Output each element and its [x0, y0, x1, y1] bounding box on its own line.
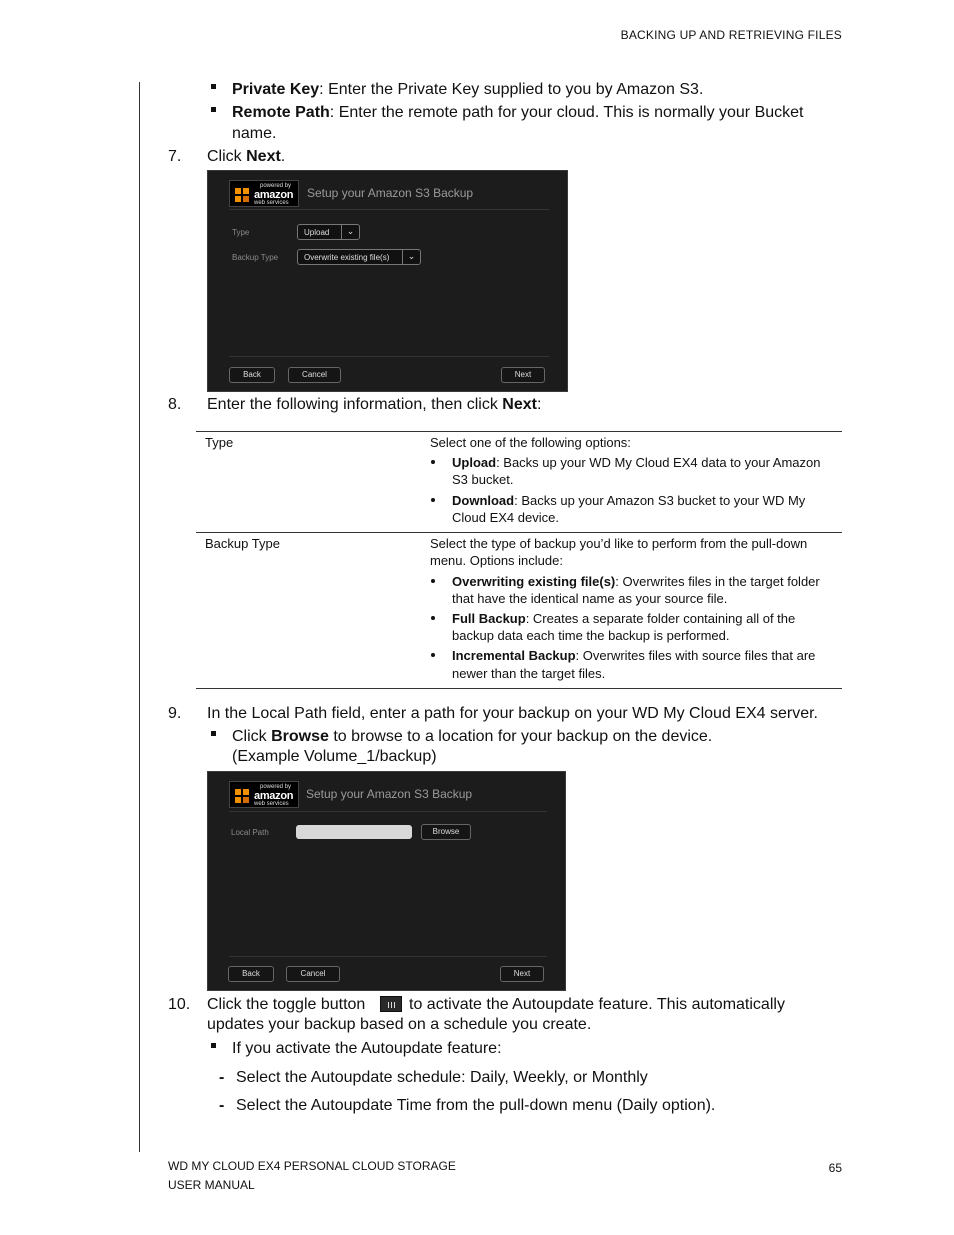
- aws-cube-icon: [234, 788, 250, 804]
- option-overwriting: Overwriting existing file(s): Overwrites files in the target folder: [452, 574, 820, 589]
- browse-button[interactable]: Browse: [421, 824, 471, 840]
- running-header: BACKING UP AND RETRIEVING FILES: [620, 28, 842, 42]
- s3-local-path-screenshot: [207, 771, 566, 991]
- chevron-down-icon: ⌄: [341, 225, 359, 239]
- bullet-remote-path-cont: name.: [232, 125, 277, 142]
- option-incremental: Incremental Backup: Overwrites files with source files that are: [452, 648, 816, 663]
- bullet-browse: Click Browse to browse to a location for your backup on the device.: [232, 728, 713, 745]
- footer-subtitle: USER MANUAL: [168, 1178, 255, 1192]
- table-cell-label: Type: [205, 435, 234, 450]
- divider: [229, 356, 549, 357]
- bullet-marker: [211, 107, 216, 112]
- footer-title: WD MY CLOUD EX4 PERSONAL CLOUD STORAGE: [168, 1159, 456, 1173]
- chevron-down-icon: ⌄: [402, 250, 420, 264]
- bullet-dot: [431, 616, 435, 620]
- dash-item-schedule: Select the Autoupdate schedule: Daily, Weekly, or Monthly: [236, 1069, 648, 1086]
- bullet-private-key: Private Key: Enter the Private Key supplied to you by Amazon S3.: [232, 81, 704, 98]
- bullet-marker: [211, 84, 216, 89]
- next-button[interactable]: Next: [500, 966, 544, 982]
- divider: [229, 209, 549, 210]
- bullet-dot: [431, 653, 435, 657]
- step-number: 10.: [168, 996, 191, 1013]
- option-full-backup-cont: backup data each time the backup is performed.: [452, 628, 730, 643]
- divider: [229, 956, 547, 957]
- table-rule: [196, 431, 842, 432]
- aws-cube-icon: [234, 187, 250, 203]
- dash-marker: -: [219, 1069, 225, 1086]
- step-10-text-b: to activate the Autoupdate feature. This automatically: [409, 996, 785, 1013]
- step-number: 7.: [168, 148, 182, 165]
- table-cell-intro-cont: menu. Options include:: [430, 553, 563, 568]
- bullet-dot: [431, 498, 435, 502]
- table-rule: [196, 532, 842, 533]
- aws-logo: powered by amazon web services: [229, 180, 299, 207]
- step-7-text: Click Next.: [207, 148, 286, 165]
- option-full-backup: Full Backup: Creates a separate folder containing all of the: [452, 611, 796, 626]
- bullet-dot: [431, 579, 435, 583]
- option-download-cont: Cloud EX4 device.: [452, 510, 559, 525]
- bullet-marker: [211, 731, 216, 736]
- option-upload: Upload: Backs up your WD My Cloud EX4 data to your Amazon: [452, 455, 821, 470]
- bullet-marker: [211, 1043, 216, 1048]
- bullet-autoupdate: If you activate the Autoupdate feature:: [232, 1040, 502, 1057]
- local-path-label: Local Path: [231, 828, 269, 837]
- table-cell-intro: Select the type of backup you’d like to perform from the pull-down: [430, 536, 808, 551]
- backup-type-label: Backup Type: [232, 253, 279, 262]
- step-number: 9.: [168, 705, 182, 722]
- option-overwriting-cont: that have the identical name as your source file.: [452, 591, 728, 606]
- cancel-button[interactable]: Cancel: [286, 966, 340, 982]
- margin-rule: [139, 82, 140, 1152]
- dash-marker: -: [219, 1097, 225, 1114]
- step-number: 8.: [168, 396, 182, 413]
- back-button[interactable]: Back: [229, 367, 275, 383]
- dialog-title: Setup your Amazon S3 Backup: [306, 787, 473, 801]
- backup-type-select[interactable]: Overwrite existing file(s) ⌄: [297, 249, 421, 265]
- option-upload-cont: S3 bucket.: [452, 472, 514, 487]
- table-cell-label: Backup Type: [205, 536, 280, 551]
- step-10-text-a: Click the toggle button: [207, 996, 366, 1013]
- option-download: Download: Backs up your Amazon S3 bucket to your WD My: [452, 493, 806, 508]
- option-incremental-cont: newer than the target files.: [452, 666, 606, 681]
- table-rule: [196, 688, 842, 689]
- table-cell-intro: Select one of the following options:: [430, 435, 631, 450]
- toggle-button-icon: [380, 996, 402, 1012]
- next-button[interactable]: Next: [501, 367, 545, 383]
- bullet-browse-cont: (Example Volume_1/backup): [232, 748, 437, 765]
- back-button[interactable]: Back: [228, 966, 274, 982]
- dash-item-time: Select the Autoupdate Time from the pull-down menu (Daily option).: [236, 1097, 716, 1114]
- type-label: Type: [232, 228, 250, 237]
- step-8-text: Enter the following information, then click Next:: [207, 396, 542, 413]
- aws-logo: powered by amazon web services: [229, 781, 299, 808]
- bullet-remote-path: Remote Path: Enter the remote path for your cloud. This is normally your Bucket: [232, 104, 804, 121]
- bullet-dot: [431, 460, 435, 464]
- dialog-title: Setup your Amazon S3 Backup: [307, 186, 474, 200]
- type-select[interactable]: Upload ⌄: [297, 224, 360, 240]
- s3-backup-dialog-screenshot: [207, 170, 568, 392]
- divider: [229, 811, 547, 812]
- page-number: 65: [828, 1161, 842, 1175]
- local-path-input[interactable]: [296, 825, 412, 839]
- step-10-text-c: updates your backup based on a schedule you create.: [207, 1016, 592, 1033]
- step-9-text: In the Local Path field, enter a path for your backup on your WD My Cloud EX4 server.: [207, 705, 818, 722]
- cancel-button[interactable]: Cancel: [288, 367, 341, 383]
